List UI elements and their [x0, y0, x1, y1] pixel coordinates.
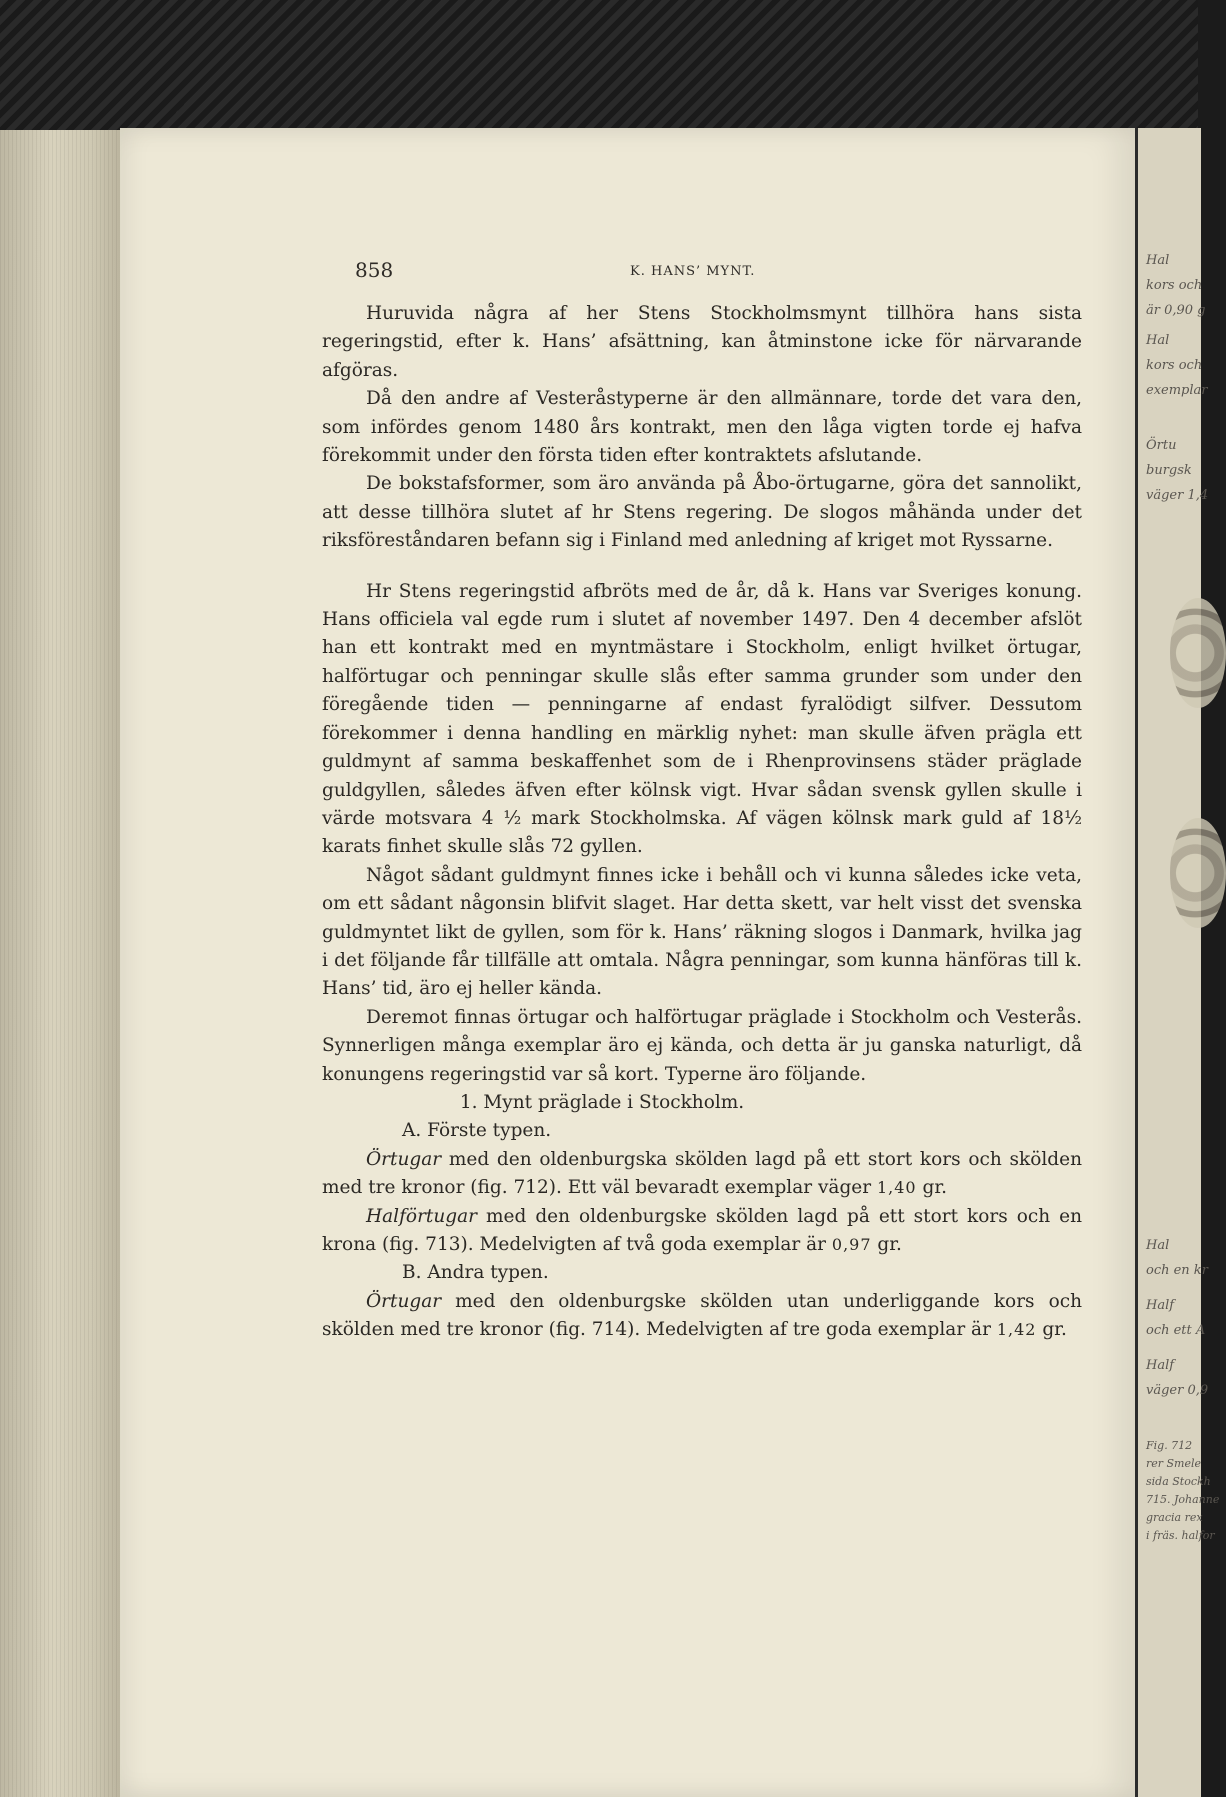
page-header: [355, 258, 1085, 288]
coin-description: med den oldenburgske skölden lagd på ett stort kors och en krona (fig. 713). Medelvigten af två goda exemplar är: [322, 1205, 1082, 1255]
body-text: [322, 300, 1082, 1345]
paragraph: Deremot finnas örtugar och halförtugar präglade i Stockholm och Vesterås. Synnerligen många exemplar äro ej kända, och detta är ju ganska naturligt, då konungens regeringstid var så kort. Typerne äro följande.: [322, 1006, 1082, 1085]
type-b-heading: B. Andra typen.: [402, 1262, 549, 1284]
paragraph: Då den andre af Vesteråstyperne är den allmännare, torde det vara den, som infördes genom 1480 års kontrakt, men den låga vigten torde ej hafva förekommit under den första tiden efter kontraktets afslutande.: [322, 388, 1082, 467]
strip-fragment: 715. Johanne: [1146, 1493, 1220, 1506]
strip-fragment: Örtu: [1146, 438, 1177, 453]
strip-fragment: Hal: [1146, 1238, 1170, 1253]
page-number: 858: [355, 258, 394, 282]
coin-weight: 1,42: [996, 1320, 1037, 1340]
coin-term: Örtugar: [366, 1290, 442, 1312]
strip-fragment: Hal: [1146, 333, 1170, 348]
paragraph: Hr Stens regeringstid afbröts med de år, då k. Hans var Sveriges konung. Hans officiela val egde rum i slutet af november 1497. Den 4 december afslöt han ett kontrakt med en myntmästare i Stockholm, enligt hvilket örtugar, halförtugar och penningar skulle slås efter samma grunder som under den föregående tiden — penningarne af endast fyralödigt silfver. Dessutom förekommer i denna handling en märklig nyhet: man skulle äfven prägla ett guldmynt af samma beskaffenhet som de i Rhenprovinsens städer präglade guldgyllen, således äfven efter kölnsk vigt. Hvar sådan svensk gyllen skulle i värde motsvara 4 ½ mark Stockholmska. Af vägen kölnsk mark guld af 18½ karats finhet skulle slås 72 gyllen.: [322, 580, 1082, 858]
strip-fragment: sida Stockh: [1146, 1475, 1211, 1488]
coin-entry: [322, 1146, 1082, 1203]
book-page-edges: [0, 130, 130, 1797]
strip-fragment: Hal: [1146, 253, 1170, 268]
strip-fragment: kors och: [1146, 278, 1203, 293]
coin-term: Örtugar: [366, 1148, 442, 1170]
strip-fragment: och en kr: [1146, 1263, 1208, 1278]
strip-fragment: och ett A: [1146, 1323, 1206, 1338]
strip-fragment: gracia rex: [1146, 1511, 1203, 1524]
strip-fragment: exemplar: [1146, 383, 1208, 398]
strip-fragment: väger 1,4: [1146, 488, 1209, 503]
strip-fragment: Half: [1146, 1358, 1175, 1373]
paragraph: Något sådant guldmynt finnes icke i behåll och vi kunna således icke veta, om ett sådant någonsin blifvit slaget. Har detta skett, var helt visst det svenska guldmyntet likt de gyllen, som för k. Hans’ räkning slogos i Danmark, hvilka jag i det följande får tillfälle att omtala. Några penningar, som kunna hänföras till k. Hans’ tid, äro ej heller kända.: [322, 864, 1082, 1000]
type-a-heading: A. Förste typen.: [402, 1120, 552, 1142]
coin-image: [1170, 598, 1226, 708]
strip-fragment: burgsk: [1146, 463, 1192, 478]
strip-fragment: Fig. 712: [1146, 1439, 1193, 1452]
paragraph: Huruvida några af her Stens Stockholmsmynt tillhöra hans sista regeringstid, efter k. Hans’ afsättning, kan åtminstone icke för närvarande afgöras.: [322, 303, 1082, 381]
running-head: K. HANS’ MYNT.: [630, 264, 756, 279]
coin-unit: gr.: [871, 1234, 902, 1255]
paragraph: De bokstafsformer, som äro använda på Åbo-örtugarne, göra det sannolikt, att desse tillhöra slutet af hr Stens regering. De slogos måhända under det riksföreståndaren befann sig i Finland med anledning af kriget mot Ryssarne.: [322, 473, 1082, 552]
coin-unit: gr.: [1036, 1319, 1067, 1341]
strip-fragment: väger 0,9: [1146, 1383, 1209, 1398]
section-heading: 1. Mynt präglade i Stockholm.: [459, 1091, 745, 1113]
coin-weight: 1,40: [876, 1178, 917, 1198]
facing-page-strip: [1135, 128, 1220, 1797]
coin-term: Halförtugar: [366, 1205, 477, 1227]
coin-description: med den oldenburgske skölden utan underliggande kors och skölden med tre kronor (fig. 714). Medelvigten af tre goda exemplar är: [322, 1290, 1082, 1341]
coin-description: med den oldenburgska skölden lagd på ett stort kors och skölden med tre kronor (fig. 712). Ett väl bevaradt exemplar väger: [322, 1148, 1082, 1199]
coin-entry: [322, 1288, 1082, 1345]
coin-weight: 0,97: [831, 1235, 872, 1254]
coin-image: [1170, 818, 1226, 928]
strip-fragment: Half: [1146, 1298, 1175, 1313]
strip-fragment: kors och: [1146, 358, 1203, 373]
strip-fragment: i fräs. halfor: [1146, 1529, 1215, 1542]
coin-entry: [322, 1203, 1082, 1260]
strip-fragment: är 0,90 g: [1146, 303, 1206, 318]
coin-unit: gr.: [916, 1177, 948, 1199]
strip-fragment: rer Smele: [1146, 1457, 1202, 1470]
